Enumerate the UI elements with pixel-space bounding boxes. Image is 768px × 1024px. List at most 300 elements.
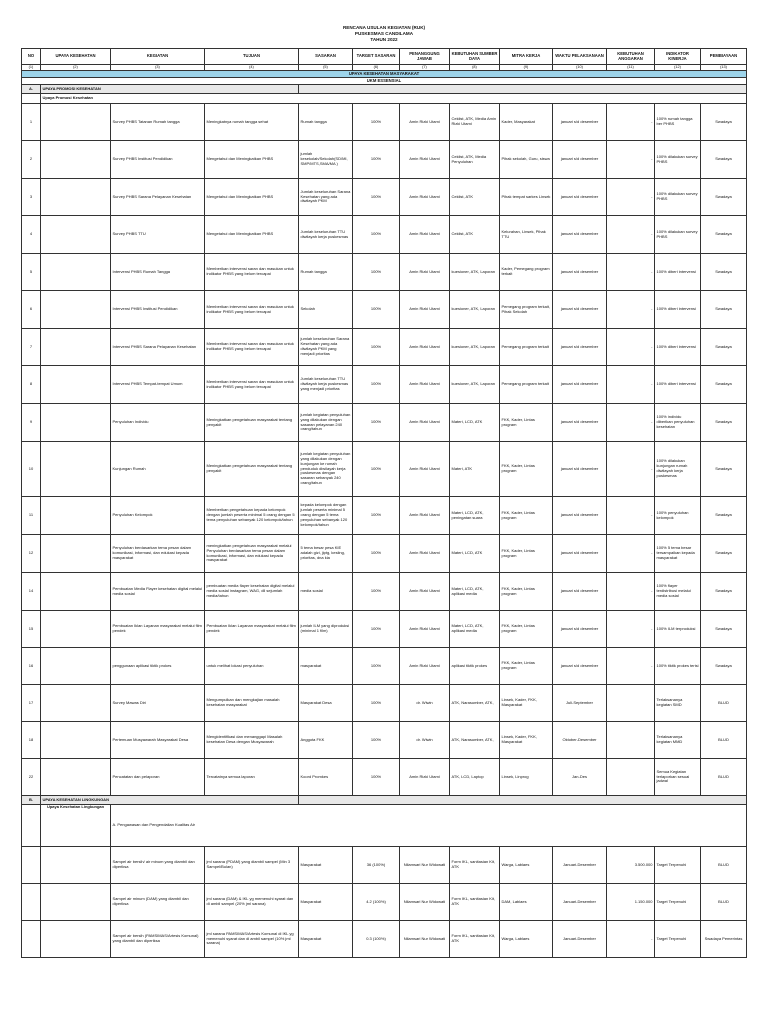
cell-mitra: Pihak sekolah, Guru, siswa — [500, 141, 553, 179]
cell-sasaran: Koord Promkes — [299, 759, 353, 796]
cell-anggaran: - — [607, 535, 655, 573]
cell-upaya — [41, 291, 111, 329]
cell-indikator: 100% tiktik prokes terisi — [655, 648, 701, 685]
cell-target: 36 (100%) — [353, 847, 400, 884]
cell-waktu: januari s/d desember — [553, 179, 607, 216]
cell-no — [22, 847, 41, 884]
table-row — [22, 179, 747, 216]
cell-biaya: Swadaya — [701, 254, 747, 291]
cell-anggaran: - — [607, 254, 655, 291]
table-row — [22, 216, 747, 254]
table-row — [22, 329, 747, 366]
cell-waktu: januari s/d desember — [553, 104, 607, 141]
cell-indikator: 100% dilakukan survey PHBS — [655, 216, 701, 254]
table-row — [22, 497, 747, 535]
cell-waktu: januari s/d desember — [553, 404, 607, 442]
cell-biaya: Swadaya — [701, 404, 747, 442]
cell-sasaran: media sosial — [299, 573, 353, 611]
cell-target: 100% — [353, 366, 400, 404]
cell-no: 14 — [22, 573, 41, 611]
cell-biaya: Swadaya — [701, 573, 747, 611]
cell-anggaran: - — [607, 611, 655, 648]
cell-indikator: Terlaksananya kegiatan SMD — [655, 685, 701, 722]
sub-item: A. Pengawasan dan Pengendalian Kualitas Air — [111, 805, 747, 847]
cell-anggaran: 3.500.000 — [607, 847, 655, 884]
sub-title: Upaya Kesehatan Lingkungan — [41, 805, 111, 847]
cell-sasaran: Rumah tangga — [299, 254, 353, 291]
cell-no: 22 — [22, 759, 41, 796]
cell-no: 18 — [22, 722, 41, 759]
cell-biaya: Swadaya — [701, 648, 747, 685]
cell-biaya: Swadaya — [701, 179, 747, 216]
cell-pj: Amin Rizki Utami — [400, 648, 450, 685]
cell-kegiatan: Intervensi PHBS Sarana Pelayanan Kesehatan — [111, 329, 205, 366]
cell-no: 7 — [22, 329, 41, 366]
table-row — [22, 366, 747, 404]
cell-pj: Amin Rizki Utami — [400, 759, 450, 796]
cell-kegiatan: penggunaan aplikasi tiktik prokes — [111, 648, 205, 685]
cell-sasaran: Anggota FKK — [299, 722, 353, 759]
cell-tujuan: Memberikan intervensi saran dan masukan untuk indikator PHBS yang belum tercapai — [205, 254, 299, 291]
cell-anggaran: - — [607, 648, 655, 685]
cell-pj: Amin Rizki Utami — [400, 404, 450, 442]
section-title: UPAYA PROMOSI KESEHATAN — [41, 85, 299, 94]
cell-upaya — [41, 179, 111, 216]
cell-pj: Amin Rizki Utami — [400, 104, 450, 141]
cell-mitra: FKK, Kader, Lintas program — [500, 535, 553, 573]
cell-mitra: Kelurahan, Linsek, Pihak TTU — [500, 216, 553, 254]
cell-waktu: Jan-Des — [553, 759, 607, 796]
cell-tujuan: jml sarana (DAM) & IKL yg memenuhi syarat dan di ambil sampel (20% jml sarana) — [205, 884, 299, 921]
cell-mitra: FKK, Kader, Lintas program — [500, 404, 553, 442]
cell-target: 100% — [353, 254, 400, 291]
cell-upaya — [41, 921, 111, 958]
cell-anggaran: - — [607, 141, 655, 179]
cell-mitra: FKK, Kader, Lintas program — [500, 573, 553, 611]
cell-mitra: Warga, Lablaes — [500, 921, 553, 958]
cell-kegiatan: Sampel air minum (DAM) yang diambil dan diperiksa — [111, 884, 205, 921]
cell-indikator: Target Terpenuhi — [655, 884, 701, 921]
cell-no: 5 — [22, 254, 41, 291]
cell-biaya: BLUD — [701, 685, 747, 722]
cell-tujuan: Mengetahui dan Meningkatkan PHBS — [205, 141, 299, 179]
cell-tujuan: Memberikan intervensi saran dan masukan untuk indikator PHBS yang belum tercapai — [205, 366, 299, 404]
cell-target: 100% — [353, 104, 400, 141]
column-number: (11) — [607, 65, 655, 71]
cell-sasaran: 5 tema besar pesa KIE adalah gizi, jiptg, kesling, prioritas, dna kia — [299, 535, 353, 573]
cell-tujuan: Memberikan pengetahuan kepada kelompok dengan jumlah peserta minimal 5 orang dengan 5 tema penyuluhan sebanyak 120 kelompok/tahun — [205, 497, 299, 535]
cell-mitra: Pihak tempat sarkes Linsek — [500, 179, 553, 216]
cell-upaya — [41, 216, 111, 254]
cell-waktu: januari s/d desember — [553, 497, 607, 535]
sub-row-b — [22, 805, 747, 847]
column-number: (12) — [655, 65, 701, 71]
cell-indikator: 100% dilakukan survey PHBS — [655, 141, 701, 179]
cell-sd: Form IKL, sanitasian Kit, ATK — [450, 884, 500, 921]
column-header: INDIKATOR KINERJA — [655, 49, 701, 65]
table-body — [22, 71, 747, 958]
cell-upaya — [41, 141, 111, 179]
cell-anggaran: - — [607, 329, 655, 366]
cell-kegiatan: Survey PHBS Tatanan Rumah tangga — [111, 104, 205, 141]
cell-tujuan: Memberikan intervensi saran dan masukan untuk indikator PHBS yang belum tercapai — [205, 291, 299, 329]
cell-anggaran: - — [607, 921, 655, 958]
cell-upaya — [41, 104, 111, 141]
cell-sd: Materi, LCD, ATK, aplikasi media — [450, 573, 500, 611]
column-number: (1) — [22, 65, 41, 71]
section-fill — [299, 85, 747, 94]
table-row — [22, 141, 747, 179]
cell-anggaran: - — [607, 291, 655, 329]
cell-indikator: Target Terpenuhi — [655, 921, 701, 958]
cell-kegiatan: Intervensi PHBS Rumah Tangga — [111, 254, 205, 291]
cell-upaya — [41, 884, 111, 921]
cell-upaya — [41, 685, 111, 722]
cell-sasaran: Masyarakat — [299, 921, 353, 958]
cell-indikator: 100% ILM terproduksi — [655, 611, 701, 648]
cell-waktu: Oktober-Desember — [553, 722, 607, 759]
header-row — [22, 49, 747, 65]
cell-no: 11 — [22, 497, 41, 535]
column-number: (7) — [400, 65, 450, 71]
cell-mitra: Linsek, Kader, FKK, Masyarakat — [500, 722, 553, 759]
cell-tujuan: Meningkatkan pengetahuan masyarakat tentang penyakit — [205, 442, 299, 497]
cell-sd: ATK, Narasumber, ATK, — [450, 722, 500, 759]
sub-row-a — [22, 94, 747, 104]
cell-anggaran — [607, 759, 655, 796]
column-number: (3) — [111, 65, 205, 71]
cell-biaya: Swadaya Pemerintas — [701, 921, 747, 958]
cell-upaya — [41, 847, 111, 884]
cell-kegiatan: Penyuluhan Individu — [111, 404, 205, 442]
doc-institution: PUSKESMAS CANDILAMA — [354, 31, 414, 36]
cell-upaya — [41, 254, 111, 291]
cell-waktu: januari s/d desember — [553, 291, 607, 329]
cell-kegiatan: Intervensi PHBS Institusi Pendidikan — [111, 291, 205, 329]
column-header: KEGIATAN — [111, 49, 205, 65]
cell-anggaran — [607, 685, 655, 722]
cell-waktu: Januari-Desember — [553, 921, 607, 958]
cell-indikator: 100% diberi intervensi — [655, 366, 701, 404]
cell-sd: aplikasi tiktik prokes — [450, 648, 500, 685]
cell-sasaran: jumlah kegiatan penyuluhan yang dilakukan dengan sasaran pelayanan 240 orang/tahun — [299, 404, 353, 442]
cell-anggaran: - — [607, 404, 655, 442]
cell-biaya: BLUD — [701, 884, 747, 921]
cell-sd: kuesioner, ATK, Laporan — [450, 366, 500, 404]
cell-indikator: 100% dilakukan survey PHBS — [655, 179, 701, 216]
cell-sasaran: Masyarakat Desa — [299, 685, 353, 722]
cell-anggaran: - — [607, 366, 655, 404]
cell-waktu: januari s/d desember — [553, 442, 607, 497]
cell-target: 100% — [353, 535, 400, 573]
cell-waktu: januari s/d desember — [553, 611, 607, 648]
table-row — [22, 291, 747, 329]
table-row — [22, 648, 747, 685]
cell-waktu: januari s/d desember — [553, 366, 607, 404]
cell-target: 100% — [353, 329, 400, 366]
cell-tujuan: Mengetahui dan Meningkatkan PHBS — [205, 216, 299, 254]
cell-no: 3 — [22, 179, 41, 216]
cell-indikator: 100% diberi intervensi — [655, 254, 701, 291]
cell-no: 17 — [22, 685, 41, 722]
sub-blank — [22, 94, 41, 104]
cell-waktu: januari s/d desember — [553, 254, 607, 291]
cell-pj: Nilamsari Nur Widowati — [400, 884, 450, 921]
cell-target: 100% — [353, 497, 400, 535]
cell-no — [22, 921, 41, 958]
cell-kegiatan: Pertemuan Musyawarah Masyarakat Desa — [111, 722, 205, 759]
cell-indikator: Semua Kegiatan terlaporkan sesuai jadwal — [655, 759, 701, 796]
cell-pj: Amin Rizki Utami — [400, 141, 450, 179]
cell-pj: Nilamsari Nur Widowati — [400, 921, 450, 958]
section-row-b — [22, 796, 747, 805]
cell-waktu: Januari-Desember — [553, 884, 607, 921]
cell-indikator: Terlaksananya kegiatan MMD — [655, 722, 701, 759]
cell-target: 100% — [353, 611, 400, 648]
table-row — [22, 921, 747, 958]
column-header: UPAYA KESEHATAN — [41, 49, 111, 65]
cell-sasaran: Jumlah keseluruhan TTU diwilayah kerja puskesmas — [299, 216, 353, 254]
cell-mitra: FKK, Kader, Lintas program — [500, 442, 553, 497]
cell-pj: dr. Wiwin — [400, 685, 450, 722]
section-title: UPAYA KESEHATAN LINGKUNGAN — [41, 796, 299, 805]
cell-kegiatan: Sampel air bersih (PAMSIMAS/Artesis Komunal) yang diambil dan diperiksa — [111, 921, 205, 958]
cell-anggaran: - — [607, 179, 655, 216]
cell-biaya: BLUD — [701, 722, 747, 759]
cell-waktu: januari s/d desember — [553, 573, 607, 611]
cell-tujuan: Memberikan intervensi saran dan masukan untuk indikator PHBS yang belum tercapai — [205, 329, 299, 366]
column-number: (2) — [41, 65, 111, 71]
table-row — [22, 759, 747, 796]
section-fill — [299, 796, 747, 805]
cell-tujuan: meningkatkan pengetahuan masyarakat melalui Penyuluhan berdasarkan tema pesan dalam komunikasi, informasi, dan edukasi kepada masyarakat — [205, 535, 299, 573]
cell-anggaran: - — [607, 216, 655, 254]
table-row — [22, 685, 747, 722]
cell-pj: Amin Rizki Utami — [400, 442, 450, 497]
table-row — [22, 254, 747, 291]
column-header: KEBUTUHAN ANGGARAN — [607, 49, 655, 65]
cell-upaya — [41, 648, 111, 685]
cell-sd: Ceklist, ATK, Media Amin Rizki Utami — [450, 104, 500, 141]
cell-anggaran — [607, 722, 655, 759]
cell-sasaran: jumlah kesekolah/Sekolah(SD/MI, SMP/MTS,SMA/MA ) — [299, 141, 353, 179]
column-header: MITRA KERJA — [500, 49, 553, 65]
cell-target: 100% — [353, 648, 400, 685]
cell-tujuan: Mengetahui dan Meningkatkan PHBS — [205, 179, 299, 216]
cell-sasaran: Sekolah — [299, 291, 353, 329]
cell-upaya — [41, 366, 111, 404]
sub-title: Upaya Promosi Kesehatan — [41, 94, 747, 104]
band-row — [22, 71, 747, 78]
column-header: NO — [22, 49, 41, 65]
cell-upaya — [41, 442, 111, 497]
cell-kegiatan: Survey Mawas Diri — [111, 685, 205, 722]
cell-biaya: Swadaya — [701, 141, 747, 179]
cell-biaya: Swadaya — [701, 291, 747, 329]
cell-biaya: BLUD — [701, 847, 747, 884]
cell-kegiatan: Pencatatan dan pelaporan — [111, 759, 205, 796]
cell-pj: Amin Rizki Utami — [400, 366, 450, 404]
cell-waktu: Juli-September — [553, 685, 607, 722]
cell-no: 16 — [22, 648, 41, 685]
cell-sd: kuesioner, ATK, Laporan — [450, 291, 500, 329]
cell-waktu: januari s/d desember — [553, 535, 607, 573]
section-row-a — [22, 85, 747, 94]
cell-kegiatan: Kunjungan Rumah — [111, 442, 205, 497]
cell-pj: Amin Rizki Utami — [400, 254, 450, 291]
cell-mitra: FKK, Kader, Lintas program — [500, 497, 553, 535]
cell-sasaran: masyarakat — [299, 648, 353, 685]
cell-no — [22, 884, 41, 921]
cell-sd: kuesioner, ATK, Laporan — [450, 254, 500, 291]
column-header: KEBUTUHAN SUMBER DAYA — [450, 49, 500, 65]
table-row — [22, 535, 747, 573]
cell-upaya — [41, 535, 111, 573]
section-code: B. — [22, 796, 41, 805]
cell-target: 4.2 (100%) — [353, 884, 400, 921]
cell-sasaran: jumlah keseluruhan Sarana Kesehatan yang ada diwilayah PKM yang menjadi prioritas — [299, 329, 353, 366]
cell-no: 10 — [22, 442, 41, 497]
cell-biaya: BLUD — [701, 759, 747, 796]
cell-anggaran: - — [607, 497, 655, 535]
cell-kegiatan: Survey PHBS Institusi Pendidikan — [111, 141, 205, 179]
cell-indikator: 100% dilakukan kunjungan rumah diwilayah kerja puskesmas — [655, 442, 701, 497]
cell-tujuan: Meningkatnya rumah tangga sehat — [205, 104, 299, 141]
cell-target: 0.3 (100%) — [353, 921, 400, 958]
cell-tujuan: Mengumpulkan dan mengkajian masalah kesehatan masyarakat — [205, 685, 299, 722]
column-number: (10) — [553, 65, 607, 71]
table-row — [22, 573, 747, 611]
cell-kegiatan: Penyuluhan berdasarkan tema pesan dalam komunikasi, informasi, dan edukasi kepada masyarakat — [111, 535, 205, 573]
cell-upaya — [41, 329, 111, 366]
cell-tujuan: Mengidentifikasi dan menanggapi Masalah kesehatan Desa dengan Musyawarah — [205, 722, 299, 759]
cell-sd: Ceklist, ATK — [450, 216, 500, 254]
cell-target: 100% — [353, 685, 400, 722]
cell-pj: Amin Rizki Utami — [400, 497, 450, 535]
cell-mitra: FKK, Kader, Lintas program — [500, 611, 553, 648]
cell-biaya: Swadaya — [701, 611, 747, 648]
cell-target: 100% — [353, 722, 400, 759]
cell-anggaran: - — [607, 104, 655, 141]
cell-sasaran: jumlah kegiatan penyuluhan yang dilakukan dengan kunjungan ke rumah penduduk diwilayah kerja puskesmas dengan sasaran sebanyak 240 orang/tahun — [299, 442, 353, 497]
cell-indikator: Target Terpenuhi — [655, 847, 701, 884]
cell-mitra: FKK, Kader, Lintas program — [500, 648, 553, 685]
cell-sd: Materi, LCD, ATK — [450, 535, 500, 573]
cell-biaya: Swadaya — [701, 104, 747, 141]
doc-year: TAHUN 2022 — [370, 37, 398, 42]
cell-sasaran: Masyarakat — [299, 847, 353, 884]
cell-pj: dr. Wiwin — [400, 722, 450, 759]
cell-target: 100% — [353, 759, 400, 796]
cell-indikator: 100% diberi intervensi — [655, 291, 701, 329]
cell-anggaran: - — [607, 442, 655, 497]
cell-tujuan: Tercatatnya semua laporan — [205, 759, 299, 796]
table-row — [22, 884, 747, 921]
section-code: A. — [22, 85, 41, 94]
cell-upaya — [41, 404, 111, 442]
cell-upaya — [41, 573, 111, 611]
ruk-table — [21, 48, 747, 958]
cell-no: 6 — [22, 291, 41, 329]
cell-waktu: januari s/d desember — [553, 141, 607, 179]
cell-kegiatan: Pembuatan Iklan Layanan masyarakat melalui film pendek — [111, 611, 205, 648]
cell-mitra: DAM, Lablaes — [500, 884, 553, 921]
cell-biaya: Swadaya — [701, 535, 747, 573]
cell-kegiatan: Survey PHBS TTU — [111, 216, 205, 254]
cell-upaya — [41, 759, 111, 796]
cell-sd: Materi, LCD, ATK, aplikasi media — [450, 611, 500, 648]
column-number: (5) — [299, 65, 353, 71]
column-number: (13) — [701, 65, 747, 71]
cell-mitra: Linsek, Linprog — [500, 759, 553, 796]
cell-anggaran: 1.150.000 — [607, 884, 655, 921]
cell-sasaran: Rumah tangga — [299, 104, 353, 141]
cell-pj: Amin Rizki Utami — [400, 535, 450, 573]
column-header: TUJUAN — [205, 49, 299, 65]
cell-anggaran: - — [607, 573, 655, 611]
cell-mitra: Linsek, Kader, FKK, Masyarakat — [500, 685, 553, 722]
cell-tujuan: untuk melihat lokasi penyuluhan — [205, 648, 299, 685]
cell-no: 4 — [22, 216, 41, 254]
cell-tujuan: Meningkatkan pengetahuan masyarakat tentang penyakit — [205, 404, 299, 442]
cell-indikator: 100% individu diberikan penyuluhan kesehatan — [655, 404, 701, 442]
cell-mitra: Warga, Lablaes — [500, 847, 553, 884]
cell-upaya — [41, 722, 111, 759]
column-header: PENANGGUNG JAWAB — [400, 49, 450, 65]
cell-sasaran: Masyarakat — [299, 884, 353, 921]
column-header: PEMBIAYAAN — [701, 49, 747, 65]
cell-mitra: Pemegang program terkait — [500, 366, 553, 404]
cell-mitra: Kader, Pemegang program terkait — [500, 254, 553, 291]
column-header: SASARAN — [299, 49, 353, 65]
cell-kegiatan: Pembuatan Media Flayer kesehatan digital melalui media sosial — [111, 573, 205, 611]
cell-no: 8 — [22, 366, 41, 404]
table-row — [22, 611, 747, 648]
cell-indikator: 100% rumah tangga ber PHBS — [655, 104, 701, 141]
cell-sd: Materi, ATK — [450, 442, 500, 497]
cell-indikator: 100% 5 tema besar tersampaikan kepada masyarakat — [655, 535, 701, 573]
cell-sasaran: jumlah ILM yang diproduksi (minimal 1 film) — [299, 611, 353, 648]
cell-sd: Form IKL, sanitasian Kit, ATK — [450, 921, 500, 958]
cell-pj: Amin Rizki Utami — [400, 216, 450, 254]
column-header: WAKTU PELAKSANAAN — [553, 49, 607, 65]
band-masyarakat: UPAYA KESEHATAN MASYARAKAT — [22, 71, 747, 78]
cell-kegiatan: Sampel air bersih/ air minum yang diambil dan diperiksa — [111, 847, 205, 884]
cell-tujuan: jml sarana (PDAM) yang diambil sampel (Min 3 Sampel/Bulan) — [205, 847, 299, 884]
cell-biaya: Swadaya — [701, 329, 747, 366]
cell-target: 100% — [353, 404, 400, 442]
cell-sd: Ceklist, ATK, Media Penyuluhan — [450, 141, 500, 179]
band-row — [22, 78, 747, 85]
cell-tujuan: pembuatan media flayer kesehatan digital melalui media sosial instagram, WAG, dll sejumlah media/tahun — [205, 573, 299, 611]
cell-pj: Amin Rizki Utami — [400, 611, 450, 648]
column-number: (8) — [450, 65, 500, 71]
column-header: TARGET SASARAN — [353, 49, 400, 65]
column-number: (9) — [500, 65, 553, 71]
cell-waktu: januari s/d desember — [553, 329, 607, 366]
cell-biaya: Swadaya — [701, 216, 747, 254]
cell-indikator: 100% flayer terdistribusi melalui media sosial — [655, 573, 701, 611]
cell-biaya: Swadaya — [701, 366, 747, 404]
cell-pj: Amin Rizki Utami — [400, 329, 450, 366]
cell-no: 2 — [22, 141, 41, 179]
cell-mitra: Pemegang program terkait — [500, 329, 553, 366]
cell-pj: Amin Rizki Utami — [400, 573, 450, 611]
cell-sd: kuesioner, ATK, Laporan — [450, 329, 500, 366]
band-ukm: UKM ESSENSIAL — [22, 78, 747, 85]
cell-indikator: 100% penyuluhan kelompok — [655, 497, 701, 535]
cell-mitra: Pemegang program terkait, Pihak Sekolah — [500, 291, 553, 329]
